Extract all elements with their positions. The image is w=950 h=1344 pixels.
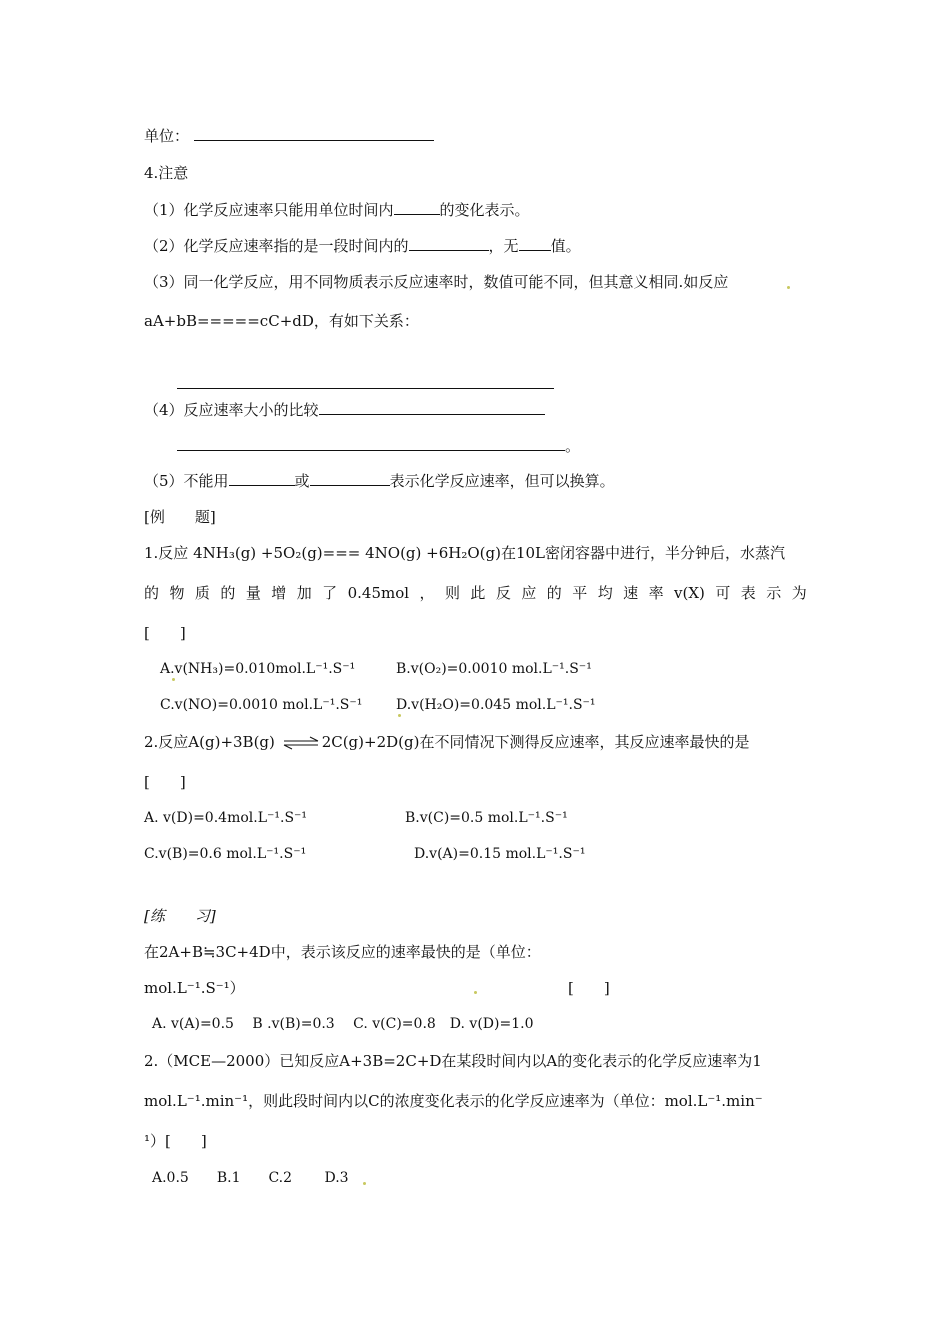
unit-label: 单位： (144, 127, 190, 145)
note-2-pre: （2）化学反应速率指的是一段时间内的 (144, 237, 409, 255)
note-2-post: 值。 (550, 237, 581, 255)
q1-word: 可 (715, 584, 731, 602)
q1-word: 的 (220, 584, 236, 602)
q1-word: 加 (296, 584, 312, 602)
q1-word: 均 (597, 584, 613, 602)
q2-line-1 (144, 732, 749, 752)
q1-word: 此 (470, 584, 486, 602)
note-3-answer-line (177, 388, 554, 389)
q1-word: 0.45mol (347, 584, 410, 602)
note-1-post: 的变化表示。 (439, 201, 530, 219)
q2-option-a: A. v(D)=0.4mol.L⁻¹.S⁻¹ (144, 810, 308, 826)
q1-word: ， (419, 584, 435, 602)
q1-word: 为 (791, 584, 807, 602)
q1-word: 平 (572, 584, 588, 602)
p1-bracket: [ ] (568, 979, 610, 997)
q1-word: 增 (271, 584, 287, 602)
note-4 (144, 400, 545, 420)
q1-word: 示 (766, 584, 782, 602)
p1-line-1: 在2A+B≒3C+4D中，表示该反应的速率最快的是（单位： (144, 943, 541, 961)
note-heading: 4.注意 (144, 164, 189, 182)
note-5-post: 表示化学反应速率，但可以换算。 (389, 472, 615, 490)
q1-word: v(X) (674, 584, 705, 602)
note-5-blank-1 (229, 471, 295, 486)
note-2 (144, 236, 581, 256)
q1-word: 应 (521, 584, 537, 602)
p1-line-2: mol.L⁻¹.S⁻¹） (144, 979, 245, 997)
q1-word: 物 (169, 584, 185, 602)
note-2-blank-1 (409, 236, 489, 251)
equilibrium-arrow-icon (280, 736, 322, 750)
stray-mark (787, 286, 790, 289)
stray-mark (474, 991, 477, 994)
q1-word: 了 (322, 584, 338, 602)
q1-line-2 (144, 583, 807, 603)
note-3-line-1: （3）同一化学反应，用不同物质表示反应速率时，数值可能不同，但其意义相同.如反应 (144, 273, 729, 291)
q1-option-a: A.v(NH₃)=0.010mol.L⁻¹.S⁻¹ (160, 661, 356, 677)
note-2-mid: ，无 (488, 237, 519, 255)
q1-word: 反 (495, 584, 511, 602)
unit-blank (194, 126, 434, 141)
p2-line-2: mol.L⁻¹.min⁻¹，则此段时间内以C的浓度变化表示的化学反应速率为（单位：mol.L⁻¹.min⁻ (144, 1092, 763, 1110)
note-4-blank-2 (177, 436, 565, 451)
q1-word: 的 (546, 584, 562, 602)
unit-line (144, 126, 434, 146)
note-4-end: 。 (565, 437, 581, 455)
note-1-pre: （1）化学反应速率只能用单位时间内 (144, 201, 394, 219)
note-5-mid: 或 (294, 472, 310, 490)
q1-bracket: [ ] (144, 624, 186, 642)
stray-mark (363, 1182, 366, 1185)
q1-line-1: 1.反应 4NH₃(g) +5O₂(g)=== 4NO(g) +6H₂O(g)在10L密闭容器中进行，半分钟后，水蒸汽 (144, 544, 786, 562)
q1-word: 的 (144, 584, 160, 602)
p2-line-3: ¹）[ ] (144, 1132, 207, 1150)
note-3-line-2: aA+bB=====cC+dD，有如下关系： (144, 312, 419, 330)
q2-bracket: [ ] (144, 773, 186, 791)
q1-option-d: D.v(H₂O)=0.045 mol.L⁻¹.S⁻¹ (396, 697, 596, 713)
stray-mark (172, 678, 175, 681)
p2-line-1: 2.（MCE—2000）已知反应A+3B=2C+D在某段时间内以A的变化表示的化学反应速率为1 (144, 1052, 762, 1070)
stray-mark (398, 714, 401, 717)
q2-option-b: B.v(C)=0.5 mol.L⁻¹.S⁻¹ (405, 810, 568, 826)
q2-option-c: C.v(B)=0.6 mol.L⁻¹.S⁻¹ (144, 846, 307, 862)
example-heading: [例 题] (144, 508, 216, 526)
q1-word: 速 (623, 584, 639, 602)
q1-option-c: C.v(NO)=0.0010 mol.L⁻¹.S⁻¹ (160, 697, 363, 713)
note-4-pre: （4）反应速率大小的比较 (144, 401, 319, 419)
q1-option-b: B.v(O₂)=0.0010 mol.L⁻¹.S⁻¹ (396, 661, 592, 677)
q2-pre: 2.反应A(g)+3B(g) (144, 733, 275, 751)
note-4-line-2 (177, 436, 580, 456)
p2-options: A.0.5 B.1 C.2 D.3 (152, 1170, 349, 1186)
p1-options: A. v(A)=0.5 B .v(B)=0.3 C. v(C)=0.8 D. v(D)=1.0 (152, 1016, 534, 1032)
note-5-blank-2 (310, 471, 390, 486)
q1-word: 质 (194, 584, 210, 602)
note-2-blank-2 (519, 236, 551, 251)
note-5-pre: （5）不能用 (144, 472, 229, 490)
note-4-blank (319, 400, 545, 415)
note-1 (144, 200, 530, 220)
note-5 (144, 471, 615, 491)
practice-heading: [练 习] (144, 907, 216, 925)
q2-post: 2C(g)+2D(g)在不同情况下测得反应速率，其反应速率最快的是 (321, 733, 750, 751)
note-1-blank (394, 200, 440, 215)
q1-word: 则 (444, 584, 460, 602)
q1-word: 表 (740, 584, 756, 602)
q1-word: 率 (648, 584, 664, 602)
q1-word: 量 (245, 584, 261, 602)
q2-option-d: D.v(A)=0.15 mol.L⁻¹.S⁻¹ (414, 846, 586, 862)
